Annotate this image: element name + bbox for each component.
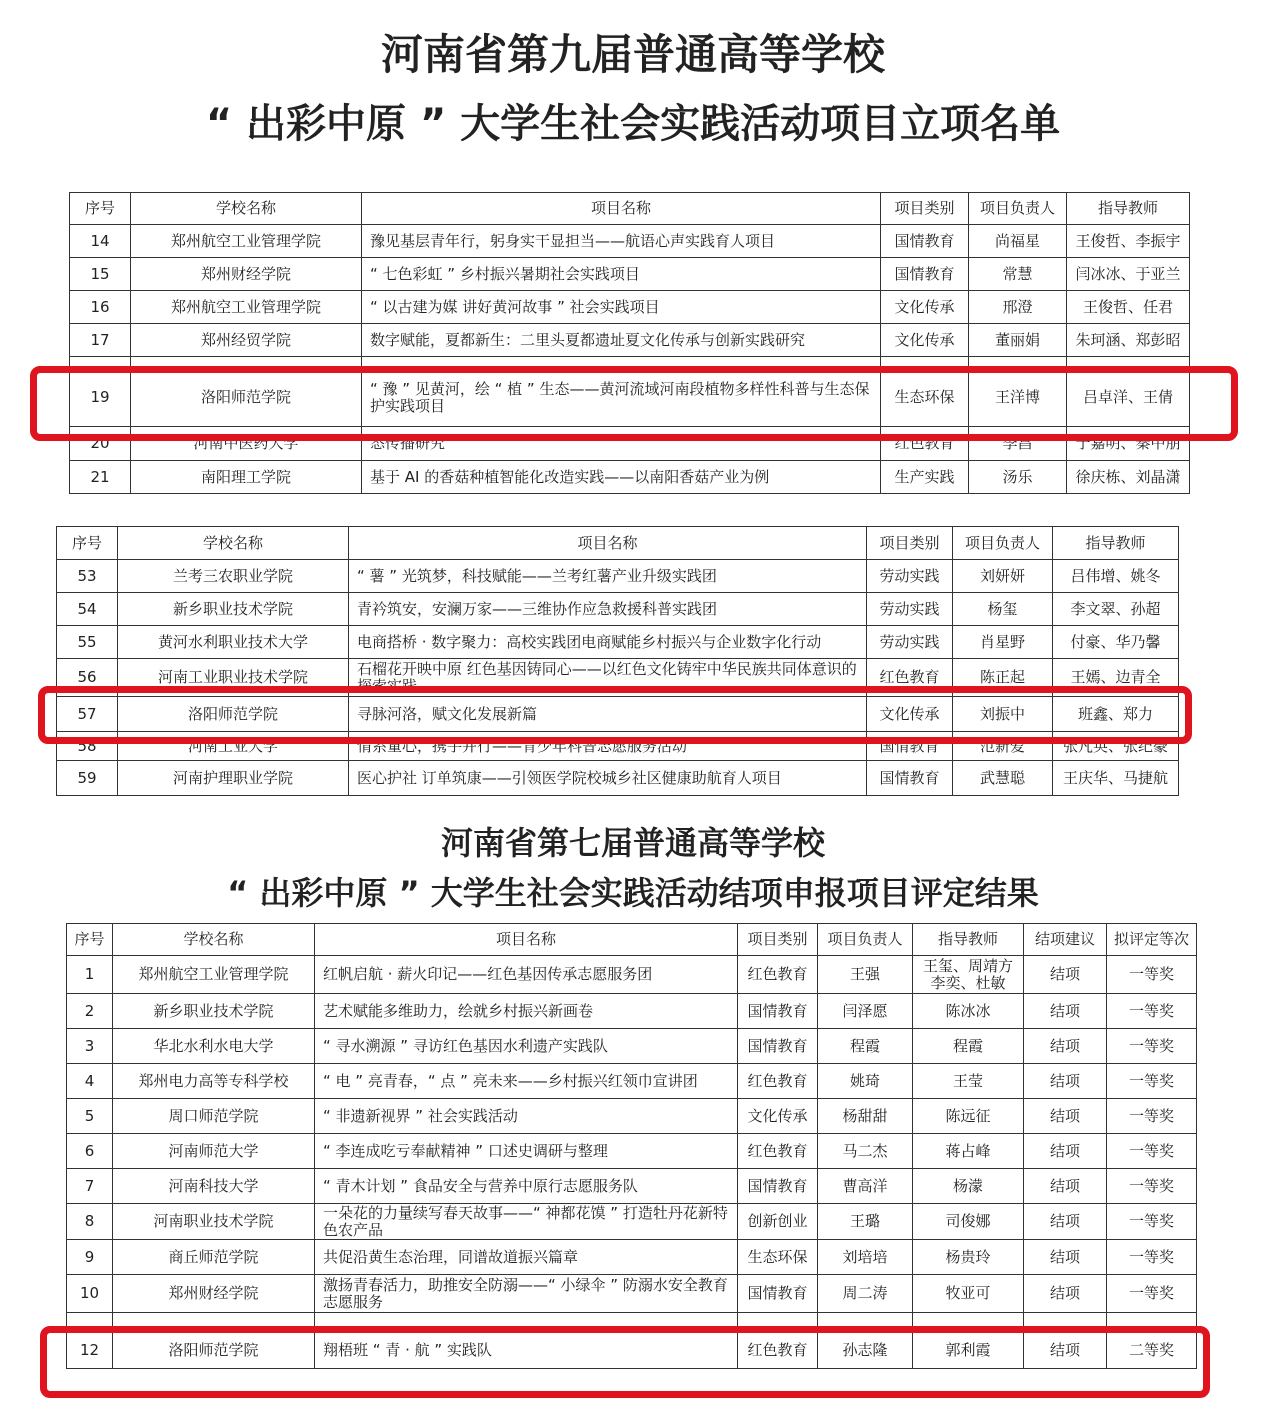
teacher-cell: 郭利霞 xyxy=(913,1333,1024,1369)
suggest-cell: 结项 xyxy=(1024,1029,1107,1064)
table-row xyxy=(70,291,1190,324)
leader-cell: 范新爱 xyxy=(953,732,1053,761)
teacher-cell: 吕伟增、姚冬 xyxy=(1053,560,1179,593)
seq-cell: 14 xyxy=(70,225,131,258)
project-cell: 红帆启航 · 薪火印记——红色基因传承志愿服务团 xyxy=(315,956,738,994)
seq-cell: 57 xyxy=(57,697,118,732)
header-category: 项目类别 xyxy=(867,527,953,560)
school-cell: 河南工业职业技术学院 xyxy=(118,659,349,697)
category-cell: 红色教育 xyxy=(738,1333,818,1369)
school-cell: 郑州财经学院 xyxy=(113,1275,315,1313)
project-cell: 数字赋能，夏都新生：二里头夏都遗址夏文化传承与创新实践研究 xyxy=(362,324,881,357)
school-cell: 河南工业大学 xyxy=(118,732,349,761)
teacher-cell: 吕卓洋、王倩 xyxy=(1067,369,1190,427)
table-row xyxy=(57,560,1179,593)
category-cell: 创新创业 xyxy=(738,1204,818,1240)
seq-cell: 53 xyxy=(57,560,118,593)
leader-cell: 孙志隆 xyxy=(818,1333,913,1369)
project-cell: 石榴花开映中原 红色基因铸同心——以红色文化铸牢中华民族共同体意识的探索实践 xyxy=(349,659,867,697)
project-cell: “ 薯 ” 光筑梦，科技赋能——兰考红薯产业升级实践团 xyxy=(349,560,867,593)
leader-cell: 姚琦 xyxy=(818,1064,913,1099)
leader-cell: 李昌 xyxy=(969,427,1067,461)
project-cell: 豫见基层青年行，躬身实干显担当——航语心声实践育人项目 xyxy=(362,225,881,258)
project-cell: “ 以古建为媒 讲好黄河故事 ” 社会实践项目 xyxy=(362,291,881,324)
header-suggest: 结项建议 xyxy=(1024,924,1107,956)
school-cell: 河南职业技术学院 xyxy=(113,1204,315,1240)
leader-cell: 董丽娟 xyxy=(969,324,1067,357)
project-table-ninth-b xyxy=(56,526,1179,796)
suggest-cell: 结项 xyxy=(1024,1333,1107,1369)
school-cell: 商丘师范学院 xyxy=(113,1240,315,1275)
project-cell: 青衿筑安，安澜万家——三维协作应急救援科普实践团 xyxy=(349,593,867,626)
leader-cell: 马二杰 xyxy=(818,1134,913,1169)
header-school: 学校名称 xyxy=(118,527,349,560)
project-table-ninth-a xyxy=(69,192,1190,494)
category-cell: 国情教育 xyxy=(738,994,818,1029)
leader-cell: 杨玺 xyxy=(953,593,1053,626)
suggest-cell: 结项 xyxy=(1024,1240,1107,1275)
seq-cell: 19 xyxy=(70,369,131,427)
teacher-cell: 王庆华、马捷航 xyxy=(1053,761,1179,796)
header-project: 项目名称 xyxy=(362,193,881,225)
table-row xyxy=(67,1099,1197,1134)
level-cell: 一等奖 xyxy=(1107,1064,1197,1099)
leader-cell: 杨甜甜 xyxy=(818,1099,913,1134)
teacher-cell: 付豪、华乃馨 xyxy=(1053,626,1179,659)
seq-cell: 3 xyxy=(67,1029,113,1064)
leader-cell: 王强 xyxy=(818,956,913,994)
seq-cell: 15 xyxy=(70,258,131,291)
table-row xyxy=(67,956,1197,994)
header-leader: 项目负责人 xyxy=(818,924,913,956)
category-cell: 劳动实践 xyxy=(867,560,953,593)
seq-cell: 17 xyxy=(70,324,131,357)
header-teacher: 指导教师 xyxy=(913,924,1024,956)
suggest-cell: 结项 xyxy=(1024,1099,1107,1134)
teacher-cell: 牧亚可 xyxy=(913,1275,1024,1313)
leader-cell: 陈正起 xyxy=(953,659,1053,697)
table-row xyxy=(67,1240,1197,1275)
category-cell: 劳动实践 xyxy=(867,593,953,626)
teacher-cell: 司俊娜 xyxy=(913,1204,1024,1240)
suggest-cell: 结项 xyxy=(1024,994,1107,1029)
table-row-highlighted xyxy=(70,369,1190,427)
header-category: 项目类别 xyxy=(881,193,969,225)
seq-cell: 55 xyxy=(57,626,118,659)
suggest-cell: 结项 xyxy=(1024,1064,1107,1099)
suggest-cell: 结项 xyxy=(1024,1275,1107,1313)
school-cell: 河南中医药大学 xyxy=(131,427,362,461)
leader-cell: 王洋博 xyxy=(969,369,1067,427)
school-cell: 郑州航空工业管理学院 xyxy=(131,291,362,324)
project-cell: 激扬青春活力，助推安全防溺——“ 小绿伞 ” 防溺水安全教育志愿服务 xyxy=(315,1275,738,1313)
suggest-cell: 结项 xyxy=(1024,1134,1107,1169)
school-cell: 河南护理职业学院 xyxy=(118,761,349,796)
school-cell: 洛阳师范学院 xyxy=(131,369,362,427)
teacher-cell: 程霞 xyxy=(913,1029,1024,1064)
category-cell: 生态环保 xyxy=(881,369,969,427)
header-school: 学校名称 xyxy=(113,924,315,956)
level-cell: 一等奖 xyxy=(1107,1099,1197,1134)
category-cell: 生态环保 xyxy=(738,1240,818,1275)
category-cell: 国情教育 xyxy=(738,1029,818,1064)
category-cell: 红色教育 xyxy=(738,1134,818,1169)
project-cell: 翔梧班 “ 青 · 航 ” 实践队 xyxy=(315,1333,738,1369)
category-cell: 劳动实践 xyxy=(867,626,953,659)
leader-cell: 尚福星 xyxy=(969,225,1067,258)
table-row xyxy=(67,994,1197,1029)
category-cell: 文化传承 xyxy=(881,291,969,324)
project-cell: 共促沿黄生态治理，同谱故道振兴篇章 xyxy=(315,1240,738,1275)
suggest-cell: 结项 xyxy=(1024,1169,1107,1204)
school-cell: 兰考三农职业学院 xyxy=(118,560,349,593)
teacher-cell: 蒋占峰 xyxy=(913,1134,1024,1169)
school-cell: 郑州电力高等专科学校 xyxy=(113,1064,315,1099)
school-cell: 郑州财经学院 xyxy=(131,258,362,291)
category-cell: 文化传承 xyxy=(881,324,969,357)
header-teacher: 指导教师 xyxy=(1053,527,1179,560)
teacher-cell: 徐庆栋、刘晶潇 xyxy=(1067,461,1190,494)
title-project-list: “ 出彩中原 ” 大学生社会实践活动项目立项名单 xyxy=(205,101,1061,147)
header-seq: 序号 xyxy=(70,193,131,225)
table-row xyxy=(70,225,1190,258)
seq-cell: 58 xyxy=(57,732,118,761)
teacher-cell: 王莹 xyxy=(913,1064,1024,1099)
header-leader: 项目负责人 xyxy=(953,527,1053,560)
category-cell: 国情教育 xyxy=(881,225,969,258)
project-cell: 一朵花的力量续写春天故事——“ 神都花馍 ” 打造牡丹花新特色农产品 xyxy=(315,1204,738,1240)
school-cell: 黄河水利职业技术大学 xyxy=(118,626,349,659)
teacher-cell: 王俊哲、李振宇 xyxy=(1067,225,1190,258)
title-evaluation-results: “ 出彩中原 ” 大学生社会实践活动结项申报项目评定结果 xyxy=(227,874,1039,912)
level-cell: 一等奖 xyxy=(1107,1240,1197,1275)
project-cell: 态传播研究 xyxy=(362,427,881,461)
table-row xyxy=(67,1204,1197,1240)
seq-cell: 12 xyxy=(67,1333,113,1369)
teacher-cell: 朱珂涵、郑彭昭 xyxy=(1067,324,1190,357)
table-row xyxy=(70,324,1190,357)
header-project: 项目名称 xyxy=(315,924,738,956)
leader-cell: 程霞 xyxy=(818,1029,913,1064)
school-cell: 河南科技大学 xyxy=(113,1169,315,1204)
school-cell: 新乡职业技术学院 xyxy=(118,593,349,626)
project-cell: “ 青木计划 ” 食品安全与营养中原行志愿服务队 xyxy=(315,1169,738,1204)
school-cell: 周口师范学院 xyxy=(113,1099,315,1134)
title-seventh-session: 河南省第七届普通高等学校 xyxy=(440,824,825,862)
seq-cell: 10 xyxy=(67,1275,113,1313)
leader-cell: 汤乐 xyxy=(969,461,1067,494)
level-cell: 一等奖 xyxy=(1107,1169,1197,1204)
project-cell: “ 电 ” 亮青春，“ 点 ” 亮未来——乡村振兴红领巾宣讲团 xyxy=(315,1064,738,1099)
seq-cell: 16 xyxy=(70,291,131,324)
school-cell: 华北水利水电大学 xyxy=(113,1029,315,1064)
header-level: 拟评定等次 xyxy=(1107,924,1197,956)
project-cell: 电商搭桥 · 数字聚力：高校实践团电商赋能乡村振兴与企业数字化行动 xyxy=(349,626,867,659)
table-row xyxy=(67,1275,1197,1313)
table-row xyxy=(57,593,1179,626)
seq-cell: 20 xyxy=(70,427,131,461)
table-row xyxy=(67,1169,1197,1204)
project-cell: “ 寻水溯源 ” 寻访红色基因水利遗产实践队 xyxy=(315,1029,738,1064)
teacher-cell: 王俊哲、任君 xyxy=(1067,291,1190,324)
level-cell: 一等奖 xyxy=(1107,1204,1197,1240)
seq-cell: 5 xyxy=(67,1099,113,1134)
leader-cell: 刘振中 xyxy=(953,697,1053,732)
teacher-cell: 杨濛 xyxy=(913,1169,1024,1204)
table-row xyxy=(57,732,1179,761)
leader-cell: 刘培培 xyxy=(818,1240,913,1275)
seq-cell: 56 xyxy=(57,659,118,697)
seq-cell: 59 xyxy=(57,761,118,796)
category-cell: 文化传承 xyxy=(867,697,953,732)
table-row-highlighted xyxy=(67,1333,1197,1369)
school-cell: 河南师范大学 xyxy=(113,1134,315,1169)
level-cell: 一等奖 xyxy=(1107,1134,1197,1169)
table-row xyxy=(70,461,1190,494)
table-row xyxy=(67,1064,1197,1099)
seq-cell: 21 xyxy=(70,461,131,494)
leader-cell: 肖星野 xyxy=(953,626,1053,659)
school-cell: 新乡职业技术学院 xyxy=(113,994,315,1029)
project-cell: “ 李连成吃亏奉献精神 ” 口述史调研与整理 xyxy=(315,1134,738,1169)
seq-cell: 7 xyxy=(67,1169,113,1204)
leader-cell: 邢澄 xyxy=(969,291,1067,324)
suggest-cell: 结项 xyxy=(1024,1204,1107,1240)
school-cell: 南阳理工学院 xyxy=(131,461,362,494)
seq-cell: 4 xyxy=(67,1064,113,1099)
project-cell: “ 七色彩虹 ” 乡村振兴暑期社会实践项目 xyxy=(362,258,881,291)
teacher-cell: 王玺、周靖方 李奕、杜敏 xyxy=(913,956,1024,994)
category-cell: 文化传承 xyxy=(738,1099,818,1134)
header-category: 项目类别 xyxy=(738,924,818,956)
teacher-cell: 陈远征 xyxy=(913,1099,1024,1134)
leader-cell: 刘妍妍 xyxy=(953,560,1053,593)
category-cell: 国情教育 xyxy=(867,732,953,761)
level-cell: 一等奖 xyxy=(1107,956,1197,994)
leader-cell: 周二涛 xyxy=(818,1275,913,1313)
category-cell: 红色教育 xyxy=(881,427,969,461)
seq-cell: 8 xyxy=(67,1204,113,1240)
teacher-cell: 杨贵玲 xyxy=(913,1240,1024,1275)
category-cell: 红色教育 xyxy=(867,659,953,697)
project-cell: 医心护社 订单筑康——引领医学院校城乡社区健康助航育人项目 xyxy=(349,761,867,796)
table-row xyxy=(67,1029,1197,1064)
category-cell: 国情教育 xyxy=(881,258,969,291)
teacher-cell: 王嫣、边青全 xyxy=(1053,659,1179,697)
teacher-cell: 班鑫、郑力 xyxy=(1053,697,1179,732)
school-cell: 洛阳师范学院 xyxy=(113,1333,315,1369)
leader-cell: 曹高洋 xyxy=(818,1169,913,1204)
school-cell: 郑州经贸学院 xyxy=(131,324,362,357)
header-seq: 序号 xyxy=(57,527,118,560)
level-cell: 一等奖 xyxy=(1107,1029,1197,1064)
project-cell: “ 非遗新视界 ” 社会实践活动 xyxy=(315,1099,738,1134)
header-school: 学校名称 xyxy=(131,193,362,225)
leader-cell: 常慧 xyxy=(969,258,1067,291)
teacher-cell: 张凡英、张纪豪 xyxy=(1053,732,1179,761)
school-cell: 郑州航空工业管理学院 xyxy=(131,225,362,258)
evaluation-table-seventh xyxy=(66,923,1197,1369)
table-row xyxy=(57,659,1179,697)
table-row xyxy=(70,258,1190,291)
header-project: 项目名称 xyxy=(349,527,867,560)
school-cell: 郑州航空工业管理学院 xyxy=(113,956,315,994)
leader-cell: 王璐 xyxy=(818,1204,913,1240)
header-leader: 项目负责人 xyxy=(969,193,1067,225)
project-cell: 基于 AI 的香菇种植智能化改造实践——以南阳香菇产业为例 xyxy=(362,461,881,494)
category-cell: 红色教育 xyxy=(738,1064,818,1099)
leader-cell: 武慧聪 xyxy=(953,761,1053,796)
header-seq: 序号 xyxy=(67,924,113,956)
table-row xyxy=(67,1134,1197,1169)
seq-cell: 6 xyxy=(67,1134,113,1169)
seq-cell: 1 xyxy=(67,956,113,994)
title-ninth-session: 河南省第九届普通高等学校 xyxy=(380,30,885,79)
header-teacher: 指导教师 xyxy=(1067,193,1190,225)
level-cell: 二等奖 xyxy=(1107,1333,1197,1369)
seq-cell: 2 xyxy=(67,994,113,1029)
project-cell: 艺术赋能多维助力，绘就乡村振兴新画卷 xyxy=(315,994,738,1029)
project-cell: “ 豫 ” 见黄河，绘 “ 植 ” 生态——黄河流域河南段植物多样性科普与生态保护实践项目 xyxy=(362,369,881,427)
suggest-cell: 结项 xyxy=(1024,956,1107,994)
category-cell: 红色教育 xyxy=(738,956,818,994)
teacher-cell: 陈冰冰 xyxy=(913,994,1024,1029)
table-row xyxy=(57,761,1179,796)
table-row xyxy=(70,427,1190,461)
table-row xyxy=(57,626,1179,659)
seq-cell: 9 xyxy=(67,1240,113,1275)
category-cell: 生产实践 xyxy=(881,461,969,494)
teacher-cell: 闫冰冰、于亚兰 xyxy=(1067,258,1190,291)
teacher-cell: 于嘉明、秦中朋 xyxy=(1067,427,1190,461)
teacher-cell: 李文翠、孙超 xyxy=(1053,593,1179,626)
leader-cell: 闫泽愿 xyxy=(818,994,913,1029)
category-cell: 国情教育 xyxy=(738,1275,818,1313)
level-cell: 一等奖 xyxy=(1107,1275,1197,1313)
table-row-highlighted xyxy=(57,697,1179,732)
category-cell: 国情教育 xyxy=(738,1169,818,1204)
project-cell: 寻脉河洛，赋文化发展新篇 xyxy=(349,697,867,732)
level-cell: 一等奖 xyxy=(1107,994,1197,1029)
school-cell: 洛阳师范学院 xyxy=(118,697,349,732)
seq-cell: 54 xyxy=(57,593,118,626)
project-cell: 情系童心，携手并行——青少年科普志愿服务活动 xyxy=(349,732,867,761)
category-cell: 国情教育 xyxy=(867,761,953,796)
